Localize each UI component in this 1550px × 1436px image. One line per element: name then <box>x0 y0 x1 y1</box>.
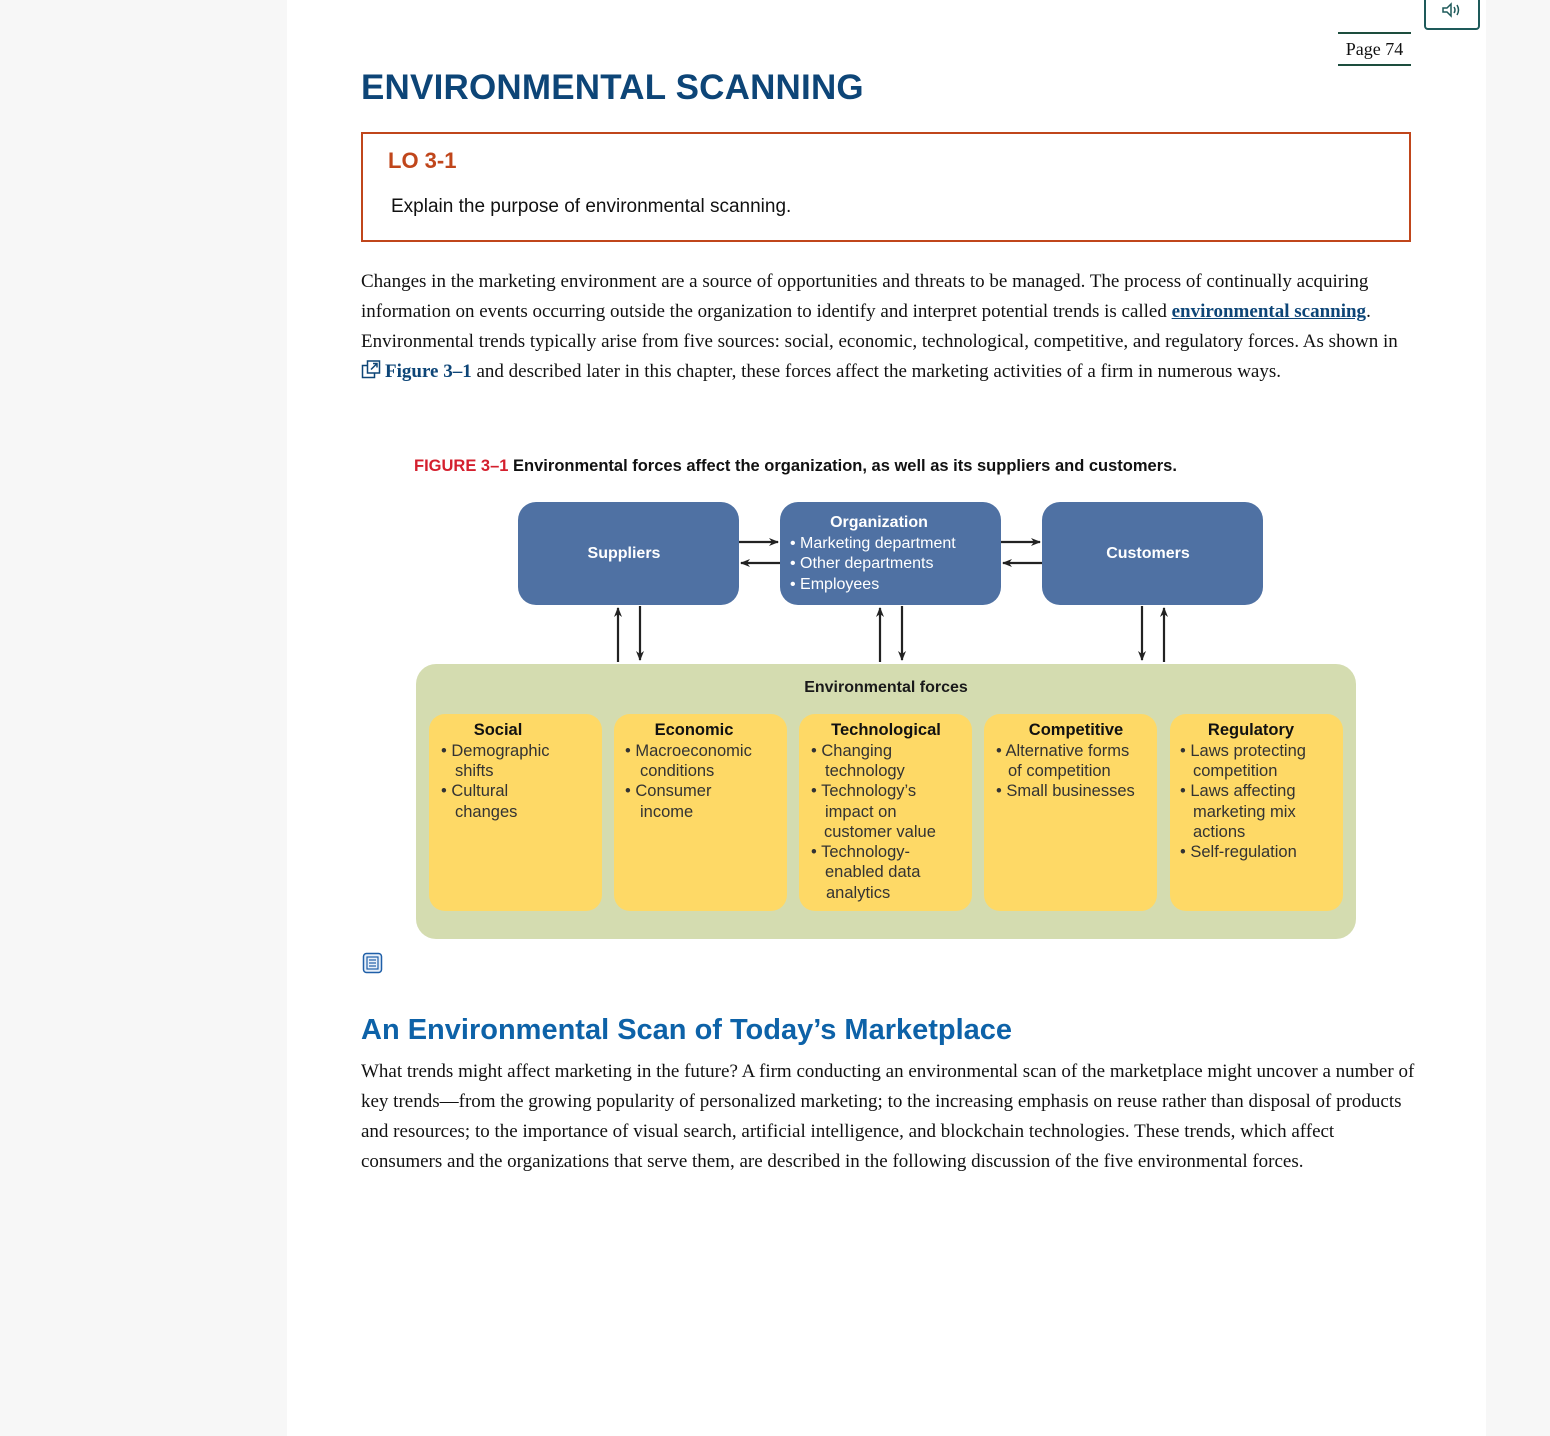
intro-text-before: Changes in the marketing environment are a source of opportunities and threats to be managed. The process of continually acquiring information on events occurring outside the organization to identify and interpret potential trends is called <box>361 271 1369 322</box>
force-line: income <box>640 803 694 821</box>
force-title: Regulatory <box>1207 721 1295 739</box>
force-line: • Demographic <box>441 742 550 760</box>
external-link-icon <box>361 360 381 379</box>
force-box-competitive <box>984 714 1157 911</box>
force-line: technology <box>825 762 905 780</box>
intro-text-after: and described later in this chapter, these forces affect the marketing activities of a firm in numerous ways. <box>471 361 1281 382</box>
figure-caption-text: Environmental forces affect the organization, as well as its suppliers and customers. <box>513 457 1177 475</box>
learning-objective-box <box>361 132 1411 242</box>
force-title: Social <box>473 721 523 739</box>
force-line: actions <box>1193 823 1246 841</box>
force-line: customer value <box>824 823 936 841</box>
force-line: analytics <box>826 884 891 902</box>
environmental-forces-title: Environmental forces <box>804 679 968 696</box>
suppliers-label: Suppliers <box>587 545 661 562</box>
force-line: • Cultural <box>441 782 509 800</box>
document-icon <box>362 952 383 974</box>
force-line: conditions <box>640 762 715 780</box>
force-line: • Macroeconomic <box>625 742 752 760</box>
force-line: • Technology- <box>811 843 911 861</box>
force-box-economic <box>614 714 787 911</box>
force-line: marketing mix <box>1193 803 1296 821</box>
force-box-technological <box>799 714 972 911</box>
figure-link-label: Figure 3–1 <box>385 361 472 382</box>
force-title: Technological <box>831 721 941 739</box>
force-line: • Technology’s <box>811 782 917 800</box>
audio-button[interactable] <box>1424 0 1480 30</box>
organization-title: Organization <box>830 514 928 531</box>
force-line: • Changing <box>811 742 893 760</box>
learning-objective-text: Explain the purpose of environmental scanning. <box>391 196 792 217</box>
page-number: Page 74 <box>1338 32 1411 66</box>
figure-link[interactable] <box>361 361 472 382</box>
force-box-regulatory <box>1170 714 1343 911</box>
force-line: of competition <box>1008 762 1111 780</box>
force-line: • Consumer <box>625 782 712 800</box>
figure-caption <box>414 457 1177 476</box>
force-line: enabled data <box>825 863 921 881</box>
force-line: • Small businesses <box>996 782 1135 800</box>
section-heading: An Environmental Scan of Today’s Marketplace <box>361 1014 1013 1046</box>
section-paragraph: What trends might affect marketing in the future? A firm conducting an environmental scan of the marketplace might uncover a number of key trends—from the growing popularity of personalized marketing; to the increasing emphasis on reuse rather than disposal of products and resources; to the importance of visual search, artificial intelligence, and blockchain technologies. These trends, which affect consumers and the organizations that serve them, are described in the following discussion of the five environmental forces. <box>361 1061 1415 1172</box>
force-line: • Alternative forms <box>996 742 1130 760</box>
figure-label: FIGURE 3–1 <box>414 457 509 475</box>
learning-objective-label: LO 3-1 <box>388 148 457 173</box>
intro-text-middle: . Environmental trends typically arise from five sources: social, economic, technological, competitive, and regulatory forces. As shown in <box>361 301 1398 352</box>
force-line: impact on <box>825 803 897 821</box>
force-line: competition <box>1193 762 1278 780</box>
long-description-button[interactable] <box>362 952 383 979</box>
glossary-link-environmental-scanning[interactable]: environmental scanning <box>1171 301 1367 322</box>
organization-item: • Other departments <box>790 555 934 572</box>
force-title: Competitive <box>1028 721 1124 739</box>
speaker-icon <box>1441 2 1463 18</box>
organization-item: • Marketing department <box>790 535 956 552</box>
force-title: Economic <box>654 721 734 739</box>
force-line: • Laws protecting <box>1180 742 1306 760</box>
force-line: changes <box>455 803 518 821</box>
organization-item: • Employees <box>790 576 880 593</box>
force-line: • Laws affecting <box>1180 782 1296 800</box>
page-title: ENVIRONMENTAL SCANNING <box>361 68 864 107</box>
intro-paragraph <box>361 267 1416 387</box>
force-box-social <box>429 714 602 911</box>
force-line: • Self-regulation <box>1180 843 1297 861</box>
environmental-forces-diagram <box>414 498 1360 943</box>
force-line: shifts <box>455 762 494 780</box>
customers-label: Customers <box>1106 545 1190 562</box>
